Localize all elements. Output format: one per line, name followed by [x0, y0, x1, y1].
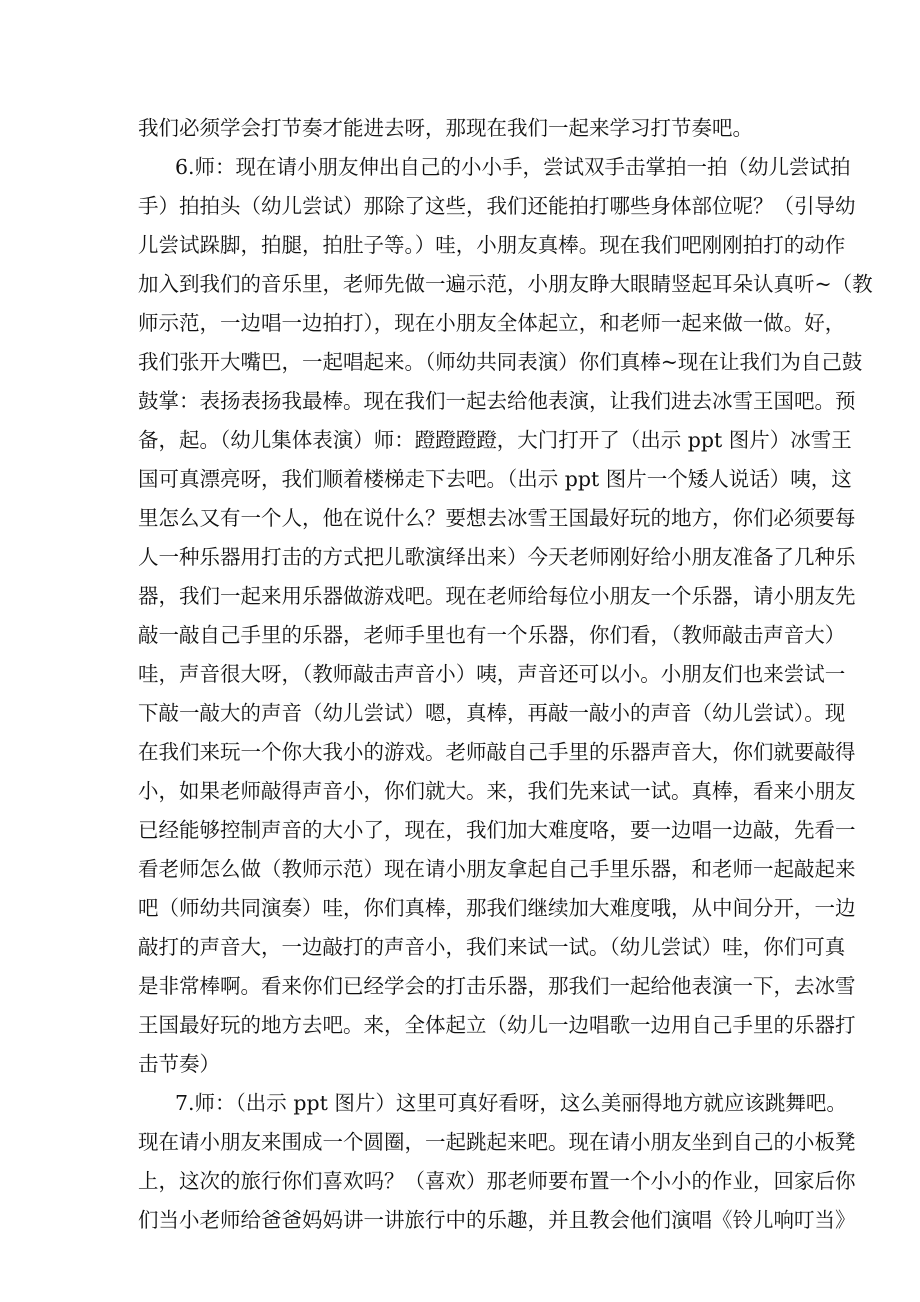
paragraph-line: 敲打的声音大，一边敲打的声音小，我们来试一试。（幼儿尝试）哇，你们可真 — [138, 935, 846, 959]
paragraph-line: 下敲一敲大的声音（幼儿尝试）嗯，真棒，再敲一敲小的声音（幼儿尝试）。现 — [138, 701, 846, 725]
paragraph-line: 已经能够控制声音的大小了，现在，我们加大难度咯，要一边唱一边敲，先看一 — [138, 818, 856, 842]
paragraph-line: 手）拍拍头（幼儿尝试）那除了这些，我们还能拍打哪些身体部位呢？（引导幼 — [138, 194, 856, 218]
paragraph-line: 7.师：（出示 ppt 图片）这里可真好看呀，这么美丽得地方就应该跳舞吧。 — [175, 1091, 847, 1115]
paragraph-line: 们当小老师给爸爸妈妈讲一讲旅行中的乐趣，并且教会他们演唱《铃儿响叮当》 — [138, 1208, 856, 1232]
paragraph-line: 我们张开大嘴巴，一起唱起来。（师幼共同表演）你们真棒~现在让我们为自己鼓 — [138, 350, 863, 374]
paragraph-line: 6.师：现在请小朋友伸出自己的小小手，尝试双手击掌拍一拍（幼儿尝试拍 — [175, 155, 851, 179]
paragraph-line: 师示范，一边唱一边拍打），现在小朋友全体起立，和老师一起来做一做。好， — [138, 311, 846, 335]
paragraph-line: 加入到我们的音乐里，老师先做一遍示范，小朋友睁大眼睛竖起耳朵认真听~（教 — [138, 272, 873, 296]
paragraph-line: 儿尝试跺脚，拍腿，拍肚子等。）哇，小朋友真棒。现在我们吧刚刚拍打的动作 — [138, 233, 846, 257]
paragraph-line: 现在请小朋友来围成一个圆圈，一起跳起来吧。现在请小朋友坐到自己的小板凳 — [138, 1130, 856, 1154]
paragraph-line: 上，这次的旅行你们喜欢吗？（喜欢）那老师要布置一个小小的作业，回家后你 — [138, 1169, 856, 1193]
paragraph-line: 鼓掌：表扬表扬我最棒。现在我们一起去给他表演，让我们进去冰雪王国吧。预 — [138, 389, 856, 413]
paragraph-line: 人一种乐器用打击的方式把儿歌演绎出来）今天老师刚好给小朋友准备了几种乐 — [138, 545, 856, 569]
paragraph-line: 敲一敲自己手里的乐器，老师手里也有一个乐器，你们看，（教师敲击声音大） — [138, 623, 846, 647]
paragraph-line: 哇，声音很大呀，（教师敲击声音小）咦，声音还可以小。小朋友们也来尝试一 — [138, 662, 846, 686]
paragraph-line: 王国最好玩的地方去吧。来，全体起立（幼儿一边唱歌一边用自己手里的乐器打 — [138, 1013, 856, 1037]
paragraph-line: 小，如果老师敲得声音小，你们就大。来，我们先来试一试。真棒，看来小朋友 — [138, 779, 856, 803]
paragraph-line: 国可真漂亮呀，我们顺着楼梯走下去吧。（出示 ppt 图片一个矮人说话）咦，这 — [138, 467, 852, 491]
paragraph-line: 器，我们一起来用乐器做游戏吧。现在老师给每位小朋友一个乐器，请小朋友先 — [138, 584, 856, 608]
paragraph-line: 击节奏） — [138, 1052, 220, 1076]
paragraph-line: 备，起。（幼儿集体表演）师：蹬蹬蹬蹬，大门打开了（出示 ppt 图片）冰雪王 — [138, 428, 852, 452]
paragraph-line: 里怎么又有一个人，他在说什么？要想去冰雪王国最好玩的地方，你们必须要每 — [138, 506, 856, 530]
paragraph-line: 在我们来玩一个你大我小的游戏。老师敲自己手里的乐器声音大，你们就要敲得 — [138, 740, 856, 764]
paragraph-line: 我们必须学会打节奏才能进去呀，那现在我们一起来学习打节奏吧。 — [138, 116, 753, 140]
paragraph-line: 是非常棒啊。看来你们已经学会的打击乐器，那我们一起给他表演一下，去冰雪 — [138, 974, 856, 998]
paragraph-line: 吧（师幼共同演奏）哇，你们真棒，那我们继续加大难度哦，从中间分开，一边 — [138, 896, 856, 920]
paragraph-line: 看老师怎么做（教师示范）现在请小朋友拿起自己手里乐器，和老师一起敲起来 — [138, 857, 856, 881]
